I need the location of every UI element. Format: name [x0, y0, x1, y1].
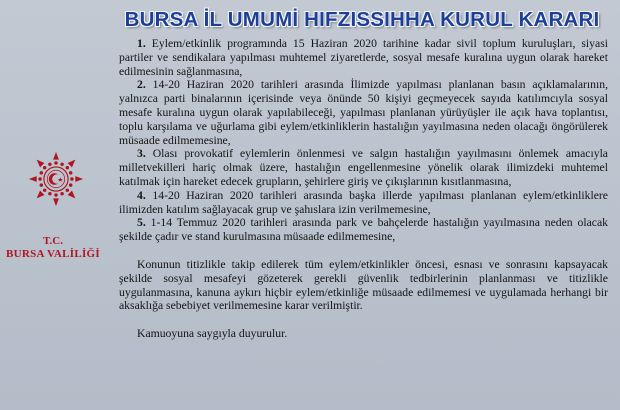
decision-item-5 — [119, 216, 608, 244]
item-text: Olası provokatif eylemlerin önlenmesi ve salgın hastalığın yayılmasını önlemek amacıyla milletvekilleri hariç olmak üzere, hastalığın engellenmesine yönelik olarak ilimizdeki muhtemel katılmak için hareket edecek grupların, şehirlere giriş ve çıkışlarının kısıtlanmasına, — [119, 147, 608, 188]
tc-label: T.C. — [43, 235, 63, 247]
item-number: 5. — [137, 216, 146, 230]
governorship-name: BURSA VALİLİĞİ — [6, 248, 100, 260]
item-text: 14-20 Haziran 2020 tarihleri arasında İlimizde yapılması planlanan basın açıklamalarının, yalnızca parti binalarının içerisinde veya önünde 50 kişiyi geçmeyecek sayıda katılımcıyla sosyal mesafe kuralına uygun olarak yapılabileceği, yapılması planlanan yürüyüşler ile açık hava toplantısı, toplu karşılama ve uğurlama gibi eylem/etkinliklerin hastalığın yayılmasına neden olacağı öngörülerek müsaade edilmemesine, — [119, 78, 608, 147]
closing-paragraph: Konunun titizlikle takip edilerek tüm eylem/etkinlikler öncesi, esnası ve sonrasını kapsayacak şekilde sosyal mesafeyi gözeterek gerekli güvenlik tedbirlerinin planlanması ve titizlikle uygulanmasına, kanuna aykırı hiçbir eylem/etkinliğe müsaade edilmemesi ve uygulamada herhangi bir aksaklığa sebebiyet verilmemesine karar verilmiştir. — [119, 257, 608, 313]
decision-body — [119, 37, 608, 341]
decision-item-3 — [119, 147, 608, 188]
item-number: 4. — [137, 188, 146, 202]
item-text: 14-20 Haziran 2020 tarihleri arasında başka illerde yapılması planlanan eylem/etkinliklere ilimizden katılım sağlayacak grup ve şahıslara izin verilmemesine, — [119, 188, 608, 216]
governorship-logo — [0, 150, 106, 270]
page-title: BURSA İL UMUMİ HIFZISSIHHA KURUL KARARI — [124, 8, 600, 31]
footer-note: Kamuoyuna saygıyla duyurulur. — [137, 327, 288, 341]
item-number: 1. — [137, 37, 146, 50]
decision-item-1 — [119, 37, 608, 78]
emblem-icon — [27, 150, 85, 208]
decision-item-2 — [119, 78, 608, 147]
item-text: 1-14 Temmuz 2020 tarihleri arasında park ve bahçelerde hastalığın yayılmasına neden olacak şekilde çadır ve stand kurulmasına müsaade edilmemesine, — [119, 216, 608, 244]
item-text: Eylem/etkinlik programında 15 Haziran 2020 tarihine kadar sivil toplum kuruluşları, siyasi partiler ve sendikalara yapılması muhtemel ziyaretlerde, sosyal mesafe kuralına uygun olarak hareket edilmesinin sağlanmasına, — [119, 37, 608, 78]
item-number: 3. — [137, 147, 146, 161]
decision-item-4 — [119, 189, 608, 217]
item-number: 2. — [137, 78, 146, 92]
